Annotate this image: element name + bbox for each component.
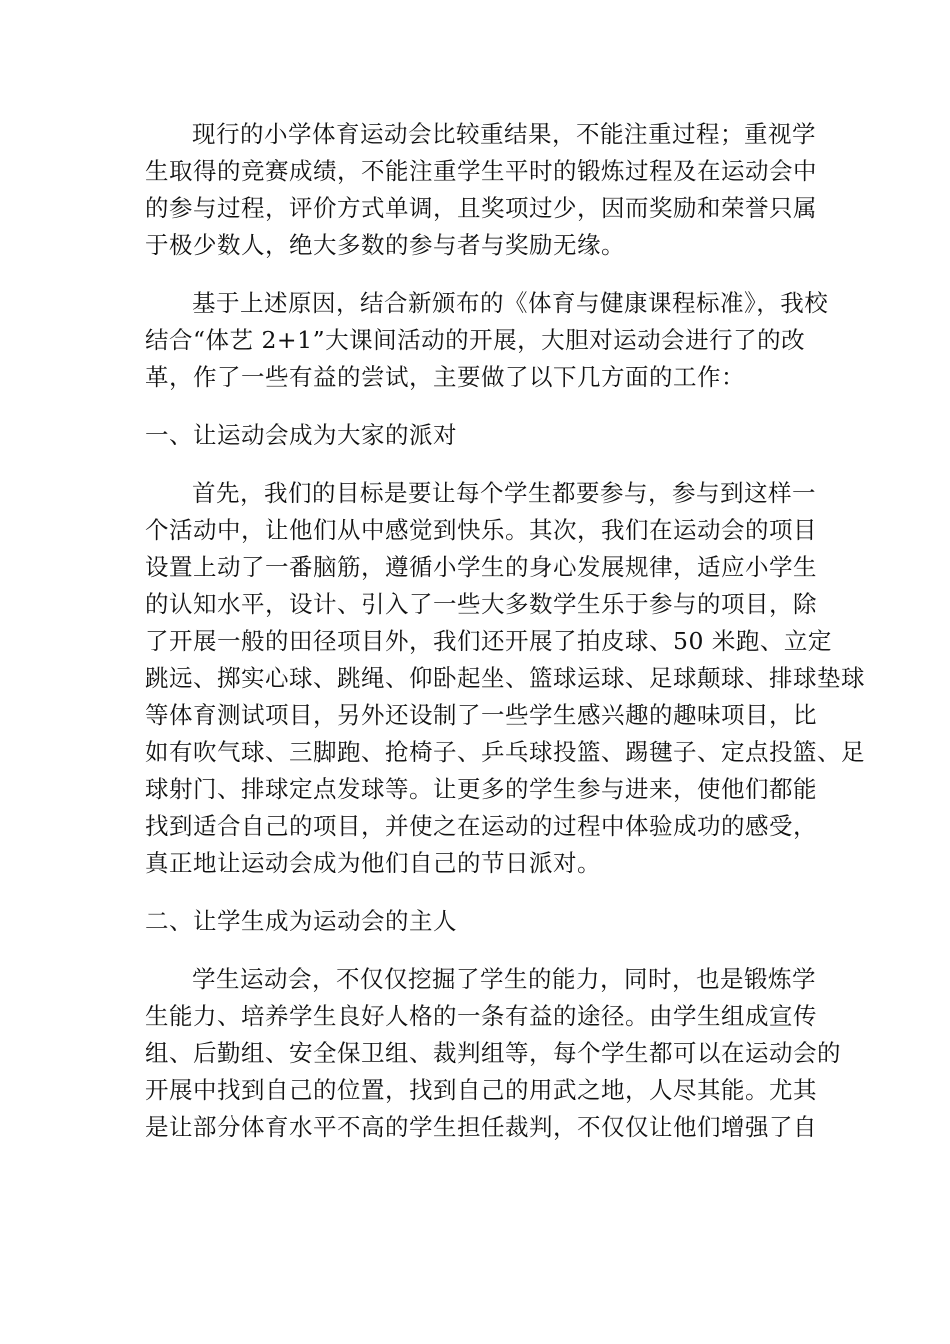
text-line: 生取得的竞赛成绩，不能注重学生平时的锻炼过程及在运动会中 [145, 157, 817, 185]
text-line: 现行的小学体育运动会比较重结果，不能注重过程；重视学 [192, 120, 816, 148]
text-line: 开展中找到自己的位置，找到自己的用武之地，人尽其能。尤其 [145, 1076, 817, 1104]
text-line: 个活动中，让他们从中感觉到快乐。其次，我们在运动会的项目 [145, 516, 817, 544]
text-line: 设置上动了一番脑筋，遵循小学生的身心发展规律，适应小学生 [145, 553, 817, 581]
paragraph-background [145, 285, 829, 396]
text-line: 了开展一般的田径项目外，我们还开展了拍皮球、50 米跑、立定 [145, 627, 832, 655]
text-line: 组、后勤组、安全保卫组、裁判组等，每个学生都可以在运动会的 [145, 1039, 841, 1067]
text-line: 的参与过程，评价方式单调，且奖项过少，因而奖励和荣誉只属 [145, 194, 817, 222]
section-heading-1: 一、让运动会成为大家的派对 [145, 421, 457, 449]
text-line: 真正地让运动会成为他们自己的节日派对。 [145, 849, 601, 877]
text-line: 跳远、掷实心球、跳绳、仰卧起坐、篮球运球、足球颠球、排球垫球 [145, 664, 865, 692]
paragraph-intro [145, 116, 817, 264]
text-line: 如有吹气球、三脚跑、抢椅子、乒乓球投篮、踢毽子、定点投篮、足 [145, 738, 865, 766]
text-line: 结合“体艺 2+1”大课间活动的开展，大胆对运动会进行了的改 [145, 326, 806, 354]
text-line: 基于上述原因，结合新颁布的《体育与健康课程标准》，我校 [192, 289, 829, 317]
text-line: 找到适合自己的项目，并使之在运动的过程中体验成功的感受， [145, 812, 817, 840]
text-line: 的认知水平，设计、引入了一些大多数学生乐于参与的项目，除 [145, 590, 817, 618]
section-heading-2: 二、让学生成为运动会的主人 [145, 907, 457, 935]
text-line: 学生运动会，不仅仅挖掘了学生的能力，同时，也是锻炼学 [192, 965, 816, 993]
text-line: 是让部分体育水平不高的学生担任裁判，不仅仅让他们增强了自 [145, 1113, 817, 1141]
paragraph-section-2 [145, 961, 841, 1146]
paragraph-section-1 [145, 475, 865, 882]
text-line: 革，作了一些有益的尝试，主要做了以下几方面的工作： [145, 363, 745, 391]
text-line: 首先，我们的目标是要让每个学生都要参与，参与到这样一 [192, 479, 816, 507]
text-line: 等体育测试项目，另外还设制了一些学生感兴趣的趣味项目，比 [145, 701, 817, 729]
document-body [145, 116, 865, 1167]
text-line: 于极少数人，绝大多数的参与者与奖励无缘。 [145, 231, 625, 259]
text-line: 生能力、培养学生良好人格的一条有益的途径。由学生组成宣传 [145, 1002, 817, 1030]
text-line: 球射门、排球定点发球等。让更多的学生参与进来，使他们都能 [145, 775, 817, 803]
